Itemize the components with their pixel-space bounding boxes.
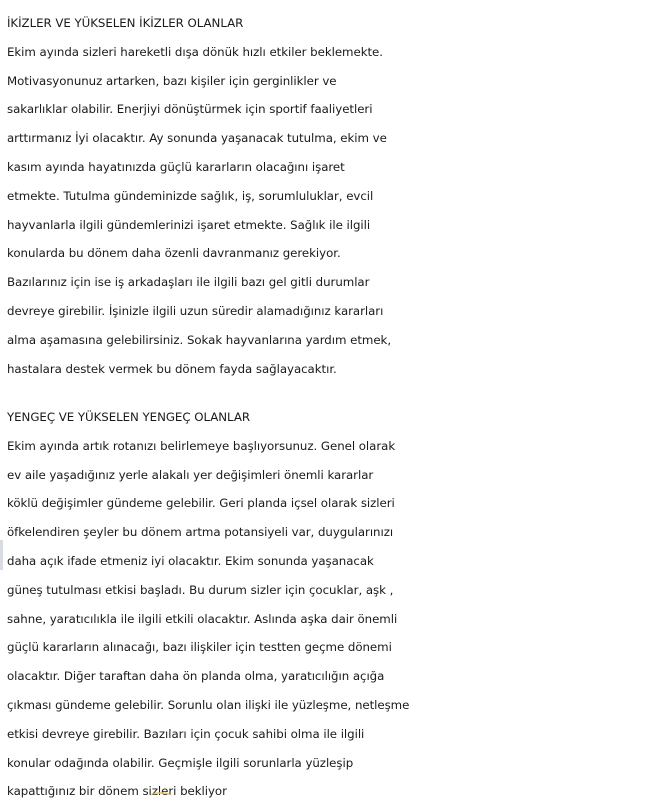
paragraph-line: sahne, yaratıcılıkla ile ilgili etkili olacaktır. Aslında aşka dair önemli — [7, 611, 398, 626]
paragraph-line: ev aile yaşadığınız yerle alakalı yer değişimleri önemli kararlar — [7, 467, 374, 482]
paragraph-line: Motivasyonunuz artarken, bazı kişiler için gerginlikler ve — [7, 73, 337, 88]
paragraph-line: köklü değişimler gündeme gelebilir. Geri planda içsel olarak sizleri — [7, 496, 395, 511]
paragraph-line: öfkelendiren şeyler bu dönem artma potansiyeli var, duygularınızı — [7, 525, 394, 540]
paragraph-line: konular odağında olabilir. Geçmişle ilgili sorunlarla yüzleşip — [7, 755, 354, 770]
paragraph-line: güneş tutulması etkisi başladı. Bu durum sizler için çocuklar, aşk , — [7, 582, 394, 597]
decorative-sparkle — [150, 792, 172, 800]
paragraph-line: hayvanlarla ilgili gündemlerinizi işaret etmekte. Sağlık ile ilgili — [7, 217, 371, 232]
paragraph-line: konularda bu dönem daha özenli davranmanız gerekiyor. — [7, 246, 341, 261]
paragraph-line: alma aşamasına gelebilirsiniz. Sokak hayvanlarına yardım etmek, — [7, 332, 392, 347]
paragraph-line: etmekte. Tutulma gündeminizde sağlık, iş, sorumluluklar, evcil — [7, 188, 374, 203]
paragraph-line: Ekim ayında sizleri hareketli dışa dönük hızlı etkiler beklemekte. — [7, 44, 383, 59]
paragraph-line: çıkması gündeme gelebilir. Sorunlu olan ilişki ile yüzleşme, netleşme — [7, 697, 410, 712]
paragraph-line: olacaktır. Diğer taraftan daha ön planda olma, yaratıcılığın açığa — [7, 669, 385, 684]
paragraph-line: Ekim ayında artık rotanızı belirlemeye başlıyorsunuz. Genel olarak — [7, 438, 396, 453]
gemini-section — [7, 9, 667, 383]
paragraph-line: devreye girebilir. İşinizle ilgili uzun süredir alamadığınız kararları — [7, 303, 384, 318]
cancer-section — [7, 403, 667, 806]
paragraph-line: güçlü kararların alınacağı, bazı ilişkiler için testten geçme dönemi — [7, 640, 392, 655]
paragraph-line: hastalara destek vermek bu dönem fayda sağlayacaktır. — [7, 361, 337, 376]
paragraph-line: Bazılarınız için ise iş arkadaşları ile ilgili bazı gel gitli durumlar — [7, 275, 370, 290]
paragraph-line: daha açık ifade etmeniz iyi olacaktır. Ekim sonunda yaşanacak — [7, 553, 374, 568]
paragraph-line: etkisi devreye girebilir. Bazıları için çocuk sahibi olma ile ilgili — [7, 726, 365, 741]
paragraph-line: kapattığınız bir dönem sizleri bekliyor — [7, 784, 227, 799]
section-heading: YENGEÇ VE YÜKSELEN YENGEÇ OLANLAR — [7, 410, 251, 424]
left-edge-mark — [0, 540, 3, 570]
section-heading: İKİZLER VE YÜKSELEN İKİZLER OLANLAR — [7, 16, 244, 30]
paragraph-line: kasım ayında hayatınızda güçlü kararların olacağını işaret — [7, 159, 345, 174]
paragraph-line: sakarlıklar olabilir. Enerjiyi dönüştürmek için sportif faaliyetleri — [7, 102, 373, 117]
paragraph-line: arttırmanız İyi olacaktır. Ay sonunda yaşanacak tutulma, ekim ve — [7, 131, 387, 146]
